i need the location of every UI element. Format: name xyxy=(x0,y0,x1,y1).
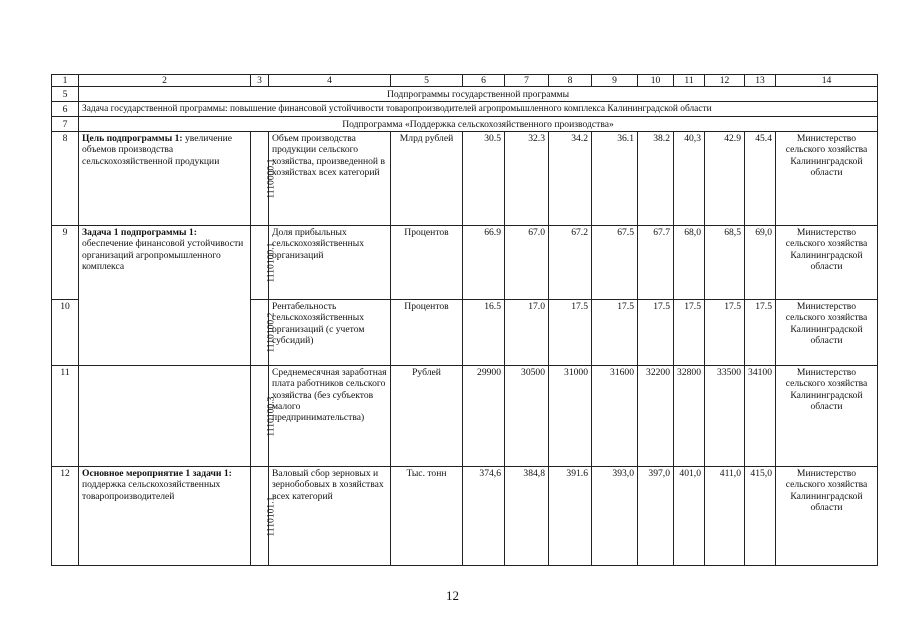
column-number: 13 xyxy=(745,75,776,87)
value-cell: 17.5 xyxy=(638,300,674,366)
row-number: 6 xyxy=(52,102,79,117)
value-cell: 401,0 xyxy=(674,467,705,566)
value-cell: 411,0 xyxy=(705,467,745,566)
value-cell: 17.0 xyxy=(505,300,549,366)
table-row xyxy=(52,226,878,300)
responsible-body: Министерство сельского хозяйства Калининградской области xyxy=(776,226,878,300)
row-number: 12 xyxy=(52,467,79,566)
activity-text: поддержка сельскохозяйственных товаропроизводителей xyxy=(82,479,221,502)
column-number: 7 xyxy=(505,75,549,87)
table-row xyxy=(52,132,878,226)
activity-title: Основное мероприятие 1 задачи 1: xyxy=(82,468,232,480)
value-cell: 67.7 xyxy=(638,226,674,300)
table-row xyxy=(52,117,878,132)
value-cell: 16.5 xyxy=(463,300,505,366)
value-cell: 17.5 xyxy=(549,300,592,366)
value-cell: 17.5 xyxy=(592,300,638,366)
activity-cell xyxy=(79,467,251,566)
indicator-name: Доля прибыльных сельскохозяйственных организаций xyxy=(269,226,391,300)
row-number: 7 xyxy=(52,117,79,132)
value-cell: 67.2 xyxy=(549,226,592,300)
indicator-name: Среднемесячная заработная плата работников сельского хозяйства (без субъектов малого предпринимательства) xyxy=(269,366,391,467)
task-cell xyxy=(79,226,251,366)
value-cell: 31000 xyxy=(549,366,592,467)
value-cell: 34100 xyxy=(745,366,776,467)
value-cell: 66.9 xyxy=(463,226,505,300)
row-number: 8 xyxy=(52,132,79,226)
indicator-code: 1110100.2 xyxy=(251,300,269,366)
column-number: 14 xyxy=(776,75,878,87)
indicator-name: Объем производства продукции сельского хозяйства, произведенной в хозяйствах всех категорий xyxy=(269,132,391,226)
value-cell: 36.1 xyxy=(592,132,638,226)
column-number: 5 xyxy=(391,75,463,87)
value-cell: 397,0 xyxy=(638,467,674,566)
value-cell: 374,6 xyxy=(463,467,505,566)
unit: Процентов xyxy=(391,226,463,300)
value-cell: 33500 xyxy=(705,366,745,467)
column-number-row xyxy=(52,75,878,87)
column-number: 2 xyxy=(79,75,251,87)
value-cell: 34.2 xyxy=(549,132,592,226)
value-cell: 38.2 xyxy=(638,132,674,226)
indicator-name: Валовый сбор зерновых и зернобобовых в хозяйствах всех категорий xyxy=(269,467,391,566)
column-number: 9 xyxy=(592,75,638,87)
value-cell: 68,5 xyxy=(705,226,745,300)
column-number: 1 xyxy=(52,75,79,87)
value-cell: 30.5 xyxy=(463,132,505,226)
value-cell: 17.5 xyxy=(745,300,776,366)
page-number: 12 xyxy=(446,588,459,603)
row-number: 5 xyxy=(52,87,79,102)
goal-text: увеличение объемов производства сельскохозяйственной продукции xyxy=(82,133,233,167)
value-cell: 17.5 xyxy=(674,300,705,366)
empty-cell xyxy=(79,366,251,467)
value-cell: 68,0 xyxy=(674,226,705,300)
value-cell: 29900 xyxy=(463,366,505,467)
value-cell: 393,0 xyxy=(592,467,638,566)
column-number: 6 xyxy=(463,75,505,87)
value-cell: 32.3 xyxy=(505,132,549,226)
column-number: 3 xyxy=(251,75,269,87)
value-cell: 67.5 xyxy=(592,226,638,300)
table-row xyxy=(52,87,878,102)
responsible-body: Министерство сельского хозяйства Калининградской области xyxy=(776,467,878,566)
indicator-code: 1110101.1 xyxy=(251,467,269,566)
row-number: 9 xyxy=(52,226,79,300)
program-task: Задача государственной программы: повышение финансовой устойчивости товаропроизводителей агропромышленного комплекса Калининградской области xyxy=(79,102,878,117)
value-cell: 415,0 xyxy=(745,467,776,566)
value-cell: 32200 xyxy=(638,366,674,467)
responsible-body: Министерство сельского хозяйства Калининградской области xyxy=(776,132,878,226)
unit: Рублей xyxy=(391,366,463,467)
row-number: 10 xyxy=(52,300,79,366)
value-cell: 32800 xyxy=(674,366,705,467)
task-title: Задача 1 подпрограммы 1: xyxy=(82,227,197,239)
task-text: обеспечение финансовой устойчивости организаций агропромышленного комплекса xyxy=(82,238,244,272)
column-number: 4 xyxy=(269,75,391,87)
indicator-code: 1110000.1 xyxy=(251,132,269,226)
value-cell: 17.5 xyxy=(705,300,745,366)
column-number: 8 xyxy=(549,75,592,87)
value-cell: 31600 xyxy=(592,366,638,467)
responsible-body: Министерство сельского хозяйства Калининградской области xyxy=(776,366,878,467)
unit: Млрд рублей xyxy=(391,132,463,226)
value-cell: 42.9 xyxy=(705,132,745,226)
indicator-code: 1110100.1 xyxy=(251,226,269,300)
goal-cell xyxy=(79,132,251,226)
value-cell: 69,0 xyxy=(745,226,776,300)
goal-title: Цель подпрограммы 1: xyxy=(82,133,183,145)
indicators-table xyxy=(51,74,878,566)
indicator-name: Рентабельность сельскохозяйственных организаций (с учетом субсидий) xyxy=(269,300,391,366)
table-row xyxy=(52,467,878,566)
responsible-body: Министерство сельского хозяйства Калининградской области xyxy=(776,300,878,366)
row-number: 11 xyxy=(52,366,79,467)
unit: Процентов xyxy=(391,300,463,366)
unit: Тыс. тонн xyxy=(391,467,463,566)
indicator-code: 1110100.3 xyxy=(251,366,269,467)
subprogram-heading: Подпрограмма «Поддержка сельскохозяйственного производства» xyxy=(79,117,878,132)
table-row xyxy=(52,366,878,467)
table-row xyxy=(52,102,878,117)
value-cell: 40,3 xyxy=(674,132,705,226)
value-cell: 45.4 xyxy=(745,132,776,226)
value-cell: 67.0 xyxy=(505,226,549,300)
value-cell: 384,8 xyxy=(505,467,549,566)
column-number: 11 xyxy=(674,75,705,87)
column-number: 10 xyxy=(638,75,674,87)
value-cell: 391.6 xyxy=(549,467,592,566)
section-heading: Подпрограммы государственной программы xyxy=(79,87,878,102)
value-cell: 30500 xyxy=(505,366,549,467)
column-number: 12 xyxy=(705,75,745,87)
